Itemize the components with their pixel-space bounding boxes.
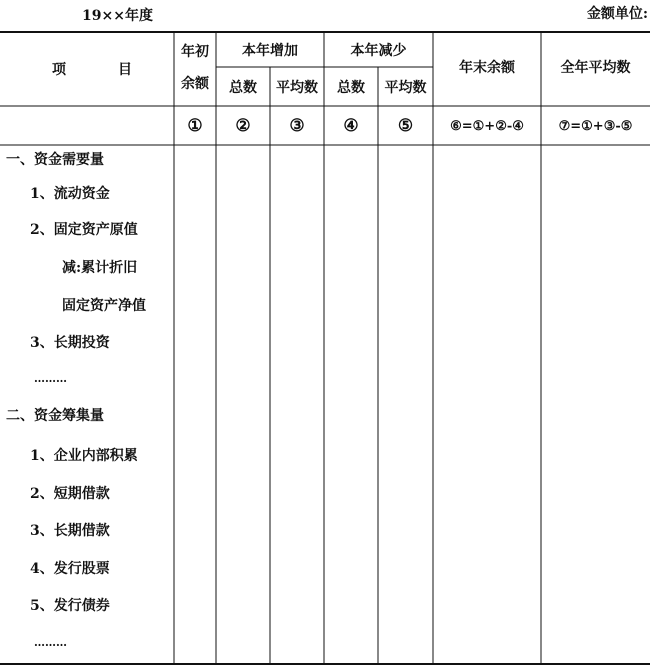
formula-cell-2: ② <box>235 116 251 136</box>
row-label-issue-stock: 4、发行股票 <box>30 561 110 577</box>
header-ending-balance: 年末余额 <box>459 60 515 76</box>
formula-cell-7: ⑦=①+③-⑤ <box>558 118 633 134</box>
formula-cell-6: ⑥=①+②-④ <box>450 118 524 134</box>
header-item-char-2: 目 <box>118 62 132 78</box>
row-label-long-term-loan: 3、长期借款 <box>30 523 110 539</box>
row-label-ellipsis-1: ……… <box>34 371 67 385</box>
row-label-ellipsis-2: ……… <box>34 635 67 649</box>
row-label-issue-bond: 5、发行债券 <box>30 598 110 614</box>
formula-cell-3: ③ <box>289 116 305 136</box>
row-label-long-term-investment: 3、长期投资 <box>30 335 110 351</box>
header-annual-average: 全年平均数 <box>560 60 631 76</box>
header-opening-balance-1: 年初 <box>181 44 209 60</box>
formula-cell-4: ④ <box>343 116 359 136</box>
header-decrease-total: 总数 <box>337 80 365 96</box>
header-increase-group: 本年增加 <box>242 43 298 59</box>
formula-cell-1: ① <box>187 116 203 136</box>
header-increase-average: 平均数 <box>276 80 318 96</box>
header-item-char-1: 项 <box>52 62 66 78</box>
row-label-fund-demand: 一、资金需要量 <box>6 152 104 168</box>
row-label-internal-accumulation: 1、企业内部积累 <box>30 448 138 464</box>
formula-cell-5: ⑤ <box>397 116 414 136</box>
unit-caption: 金额单位: <box>586 6 648 22</box>
row-label-fixed-asset-original: 2、固定资产原值 <box>30 222 138 238</box>
row-label-working-capital: 1、流动资金 <box>30 186 110 202</box>
year-caption: 19××年度 <box>82 8 153 24</box>
header-increase-total: 总数 <box>229 80 257 96</box>
row-label-accumulated-depreciation: 减:累计折旧 <box>62 260 138 276</box>
header-decrease-group: 本年减少 <box>350 43 407 59</box>
row-label-fixed-asset-net: 固定资产净值 <box>62 298 146 314</box>
header-decrease-average: 平均数 <box>384 80 427 96</box>
row-label-fund-raising: 二、资金筹集量 <box>6 408 104 424</box>
header-opening-balance-2: 余额 <box>181 76 209 92</box>
row-label-short-term-loan: 2、短期借款 <box>30 486 110 502</box>
